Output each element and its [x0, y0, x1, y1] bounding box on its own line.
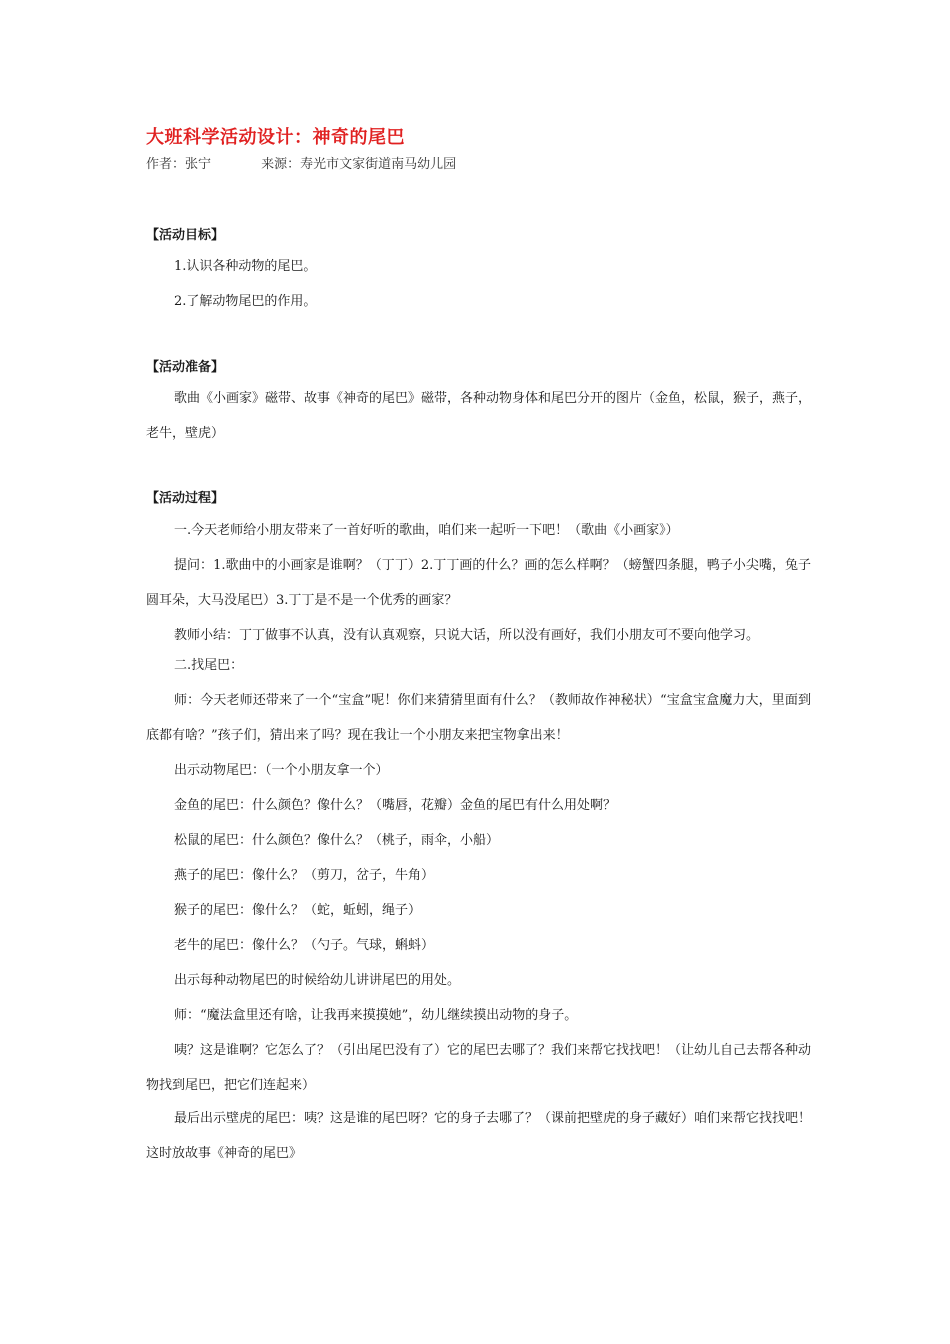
process-paragraph: 松鼠的尾巴：什么颜色？像什么？（桃子，雨伞，小船）: [174, 833, 500, 848]
process-paragraph: 金鱼的尾巴：什么颜色？像什么？（嘴唇，花瓣）金鱼的尾巴有什么用处啊？: [174, 798, 617, 813]
section-heading-goals: 【活动目标】: [146, 228, 225, 243]
section-heading-process: 【活动过程】: [146, 491, 225, 506]
document-meta: [146, 153, 456, 172]
author-line: 作者：张宁: [146, 157, 212, 172]
process-paragraph: 老牛的尾巴：像什么？（勺子。气球，蝌蚪）: [174, 938, 435, 953]
goal-item-1: 1.认识各种动物的尾巴。: [174, 259, 317, 274]
section-heading-prep: 【活动准备】: [146, 360, 225, 375]
process-paragraph: 二.找尾巴：: [174, 658, 244, 673]
process-paragraph: 燕子的尾巴：像什么？（剪刀，岔子，牛角）: [174, 868, 435, 883]
process-paragraph: 出示动物尾巴：（一个小朋友拿一个）: [174, 763, 389, 778]
goal-item-2: 2.了解动物尾巴的作用。: [174, 294, 317, 309]
process-paragraph: 出示每种动物尾巴的时候给幼儿讲讲尾巴的用处。: [174, 973, 461, 988]
process-paragraph: 咦？这是谁啊？它怎么了？（引出尾巴没有了）它的尾巴去哪了？我们来帮它找找吧！（让幼儿自己去帮各种动物找到尾巴，把它们连起来）: [146, 1043, 812, 1093]
process-paragraph: 师：今天老师还带来了一个“宝盒”呢！你们来猜猜里面有什么？（教师故作神秘状）“宝盒宝盒魔力大，里面到底都有啥？”孩子们，猜出来了吗？现在我让一个小朋友来把宝物拿出来！: [146, 693, 811, 743]
prep-paragraph: 歌曲《小画家》磁带、故事《神奇的尾巴》磁带，各种动物身体和尾巴分开的图片（金鱼，松鼠，猴子，燕子，老牛，壁虎）: [146, 391, 812, 441]
process-paragraph: 师：“魔法盒里还有啥，让我再来摸摸她”，幼儿继续摸出动物的身子。: [174, 1008, 578, 1023]
source-line: 来源：寿光市文家街道南马幼儿园: [261, 157, 457, 172]
process-paragraph: 猴子的尾巴：像什么？（蛇，蚯蚓，绳子）: [174, 903, 422, 918]
process-paragraph: 一.今天老师给小朋友带来了一首好听的歌曲，咱们来一起听一下吧！（歌曲《小画家》）: [174, 523, 679, 538]
document-title: 大班科学活动设计：神奇的尾巴: [146, 127, 405, 148]
process-paragraph: 教师小结：丁丁做事不认真，没有认真观察，只说大话，所以没有画好，我们小朋友可不要向他学习。: [174, 628, 760, 643]
process-paragraph: 提问：1.歌曲中的小画家是谁啊？（丁丁）2.丁丁画的什么？画的怎么样啊？（螃蟹四条腿，鸭子小尖嘴，兔子圆耳朵，大马没尾巴）3.丁丁是不是一个优秀的画家？: [146, 558, 811, 608]
process-paragraph: 最后出示壁虎的尾巴：咦？这是谁的尾巴呀？它的身子去哪了？（课前把壁虎的身子藏好）咱们来帮它找找吧！这时放故事《神奇的尾巴》: [146, 1111, 812, 1161]
